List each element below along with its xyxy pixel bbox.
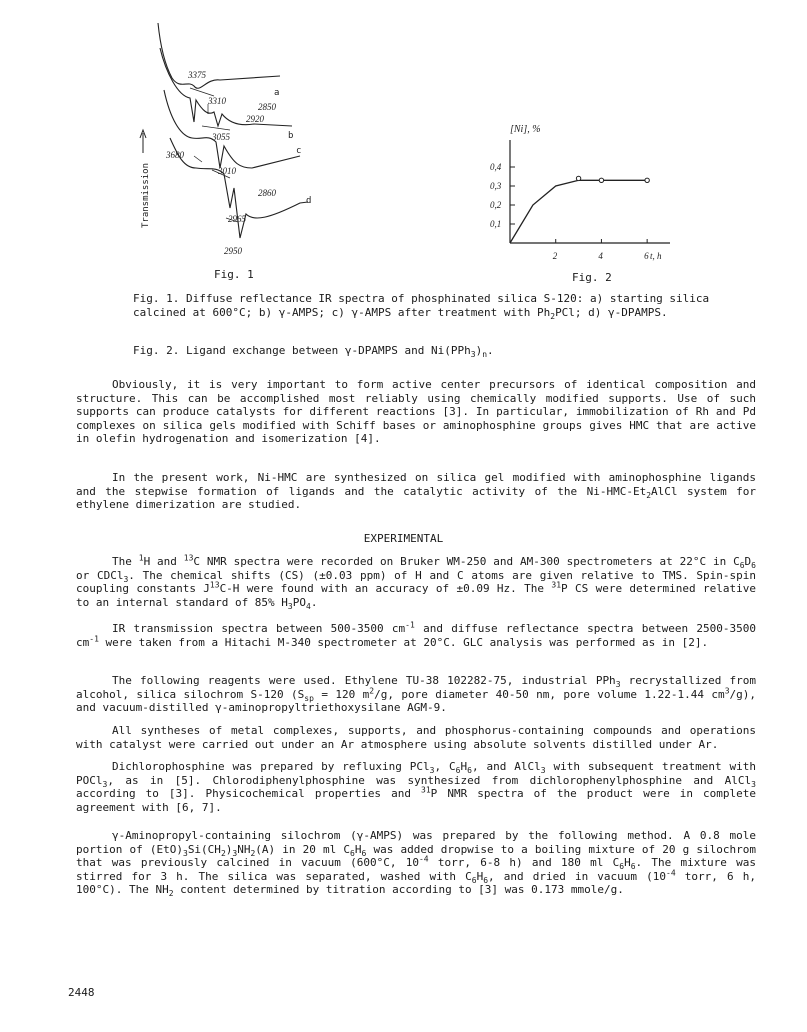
curve-c xyxy=(164,90,300,168)
fig2-x-tick-label: 6 xyxy=(644,251,649,261)
fig1-peak-label: 3375 xyxy=(188,70,206,80)
fig1-peak-label: 3680 xyxy=(166,150,184,160)
fig2-ylabel: [Ni], % xyxy=(510,124,541,135)
fig1-caption: Fig. 1. Diffuse reflectance IR spectra of phosphinated silica S-120: a) starting silica calcined at 600°C; b) γ-AMPS; c) γ-AMPS after treatment with $Ph_2PCl$; d) γ-DPAMPS. xyxy=(133,292,710,322)
fig1-peak-label: 3310 xyxy=(208,96,226,106)
paragraph-ir: IR transmission spectra between 500-3500 $cm^{-1}$ and diffuse reflectance spectra between 2500-3500 $cm^{-1}$ were taken from a Hitachi M-340 spectrometer at 20°C. GLC analysis was performed as in [2]. xyxy=(76,620,756,649)
fig1-ylabel: Transmission xyxy=(141,162,151,228)
fig1-peak-label: 2860 xyxy=(258,188,276,198)
paragraph-reagents: The following reagents were used. Ethylene TU-38 102282-75, industrial PPh$_3$ recrystallized from alcohol, silica silochrom S-120 ($S_{sp} = 120$ $m^2/g$, pore diameter 40-50 nm, pore volume 1.22-1.44 $cm^3/g$), and vacuum-distilled γ-aminopropyltriethoxysilane AGM-9. xyxy=(76,674,757,714)
fig1-curve-label: c xyxy=(296,146,302,156)
fig2-y-tick-label: 0,1 xyxy=(490,219,502,229)
fig1-peak-label: 2850 xyxy=(258,102,276,112)
fig1-peak-label: 3010 xyxy=(218,166,236,176)
page-number: 2448 xyxy=(68,986,95,999)
fig2-label: Fig. 2 xyxy=(572,271,612,284)
fig2-data-point xyxy=(576,176,580,180)
fig2-y-tick-label: 0,4 xyxy=(490,162,502,172)
fig2-data-point xyxy=(599,178,603,182)
curve-b xyxy=(160,48,292,126)
fig2-x-tick-label: 4 xyxy=(598,251,603,261)
section-heading-experimental: EXPERIMENTAL xyxy=(363,532,444,545)
curve-a xyxy=(158,23,280,88)
fig1-curve-label: a xyxy=(274,88,280,98)
fig2-caption: Fig. 2. Ligand exchange between γ-DPAMPS and $Ni(PPh_3)_n$. xyxy=(133,344,494,360)
fig1-ir-spectra xyxy=(130,18,330,278)
paragraph-dichlorophosphine: Dichlorophosphine was prepared by refluxing PCl$_3$, $C_6H_6$, and AlCl$_3$ with subsequent treatment with POCl$_3$, as in [5]. Chlorodiphenylphosphine was synthesized from dichlorophenylphosphine and AlCl$_3$ according to [3]. Physicochemical properties and $^{31}$P NMR spectra of the product were in complete agreement with [6, 7]. xyxy=(76,760,757,814)
fig1-peak-label: 3055 xyxy=(212,132,230,142)
fig1-curve-label: d xyxy=(306,196,312,206)
paragraph-intro: Obviously, it is very important to form active center precursors of identical composition and structure. This can be accomplished most reliably using chemically modified supports. Use of such supports can produce catalysts for different reactions [3]. In particular, immobilization of Rh and Pd complexes on silica gels modified with Schiff bases or aminophosphine groups gives HMC that are active in olefin hydrogenation and isomerization [4]. xyxy=(76,378,756,445)
paragraph-present-work: In the present work, Ni-HMC are synthesized on silica gel modified with aminophosphine ligands and the stepwise formation of ligands and the catalytic activity of the $Ni-HMC-Et_2AlCl$ system for ethylene dimerization are studied. xyxy=(76,471,756,511)
fig2-data-point xyxy=(645,178,649,182)
fig1-peak-label: 2965 xyxy=(228,214,246,224)
fig2-xlabel: t, h xyxy=(650,251,662,261)
fig1-peak-label: 2950 xyxy=(224,246,242,256)
fig2-ligand-exchange-chart xyxy=(480,118,680,268)
fig2-y-tick-label: 0,3 xyxy=(490,181,502,191)
fig1-peak-label: 2920 xyxy=(246,114,264,124)
fig1-curve-label: b xyxy=(288,131,294,141)
paragraph-nmr: The $^1$H and $^{13}$C NMR spectra were recorded on Bruker WM-250 and AM-300 spectrometers at 22°C in $C_6D_6$ or CDCl$_3$. The chemical shifts (CS) (±0.03 ppm) of H and C atoms are given relative to TMS. Spin-spin coupling constants $J^{13}C-H$ were found with an accuracy of ±0.09 Hz. The $^{31}$P CS were determined relative to an internal standard of 85% $H_3PO_4$. xyxy=(76,553,757,611)
fig2-series-line xyxy=(510,180,647,243)
paragraph-amps: γ-Aminopropyl-containing silochrom (γ-AMPS) was prepared by the following method. A 0.8 mole portion of $(EtO)_3Si(CH_2)_3NH_2(A)$ in 20 ml $C_6H_6$ was added dropwise to a boiling mixture of 20 g silochrom that was previously calcined in vacuum (600°C, $10^{-4}$ torr, 6-8 h) and 180 ml $C_6H_6$. The mixture was stirred for 3 h. The silica was separated, washed with $C_6H_6$, and dried in vacuum ($10^{-4}$ torr, 6 h, 100°C). The $NH_2$ content determined by titration according to [3] was 0.173 mmole/g. xyxy=(76,829,757,899)
fig2-y-tick-label: 0,2 xyxy=(490,200,502,210)
fig1-label: Fig. 1 xyxy=(214,268,254,281)
paragraph-syntheses: All syntheses of metal complexes, supports, and phosphorus-containing compounds and operations with catalyst were carried out under an Ar atmosphere using absolute solvents distilled under Ar. xyxy=(76,724,756,751)
fig2-x-tick-label: 2 xyxy=(552,251,558,261)
